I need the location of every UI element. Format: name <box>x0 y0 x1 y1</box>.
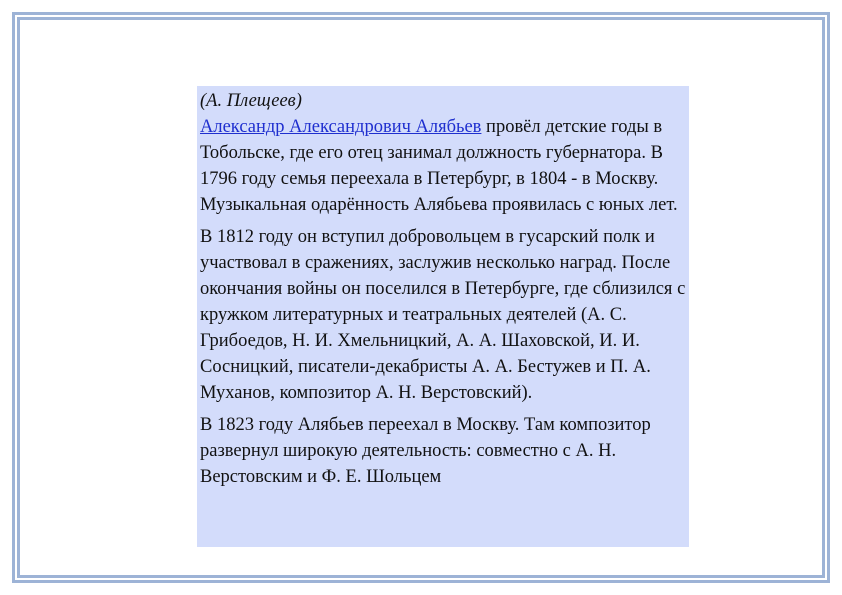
paragraph-3: В 1823 году Алябьев переехал в Москву. Там композитор развернул широкую деятельность: совместно с А. Н. Верстовским и Ф. Е. Шольцем <box>200 415 651 487</box>
text-block <box>197 86 689 547</box>
paragraph-1 <box>200 114 687 218</box>
author-line: (А. Плещеев) <box>200 91 302 111</box>
composer-link[interactable]: Александр Александрович Алябьев <box>200 117 482 137</box>
paragraph-2: В 1812 году он вступил добровольцем в гусарский полк и участвовал в сражениях, заслужив несколько наград. После окончания войны он поселился в Петербурге, где сблизился с кружком литературных и театральных деятелей (А. С. Грибоедов, Н. И. Хмельницкий, А. А. Шаховской, И. И. Сосницкий, писатели-декабристы А. А. Бестужев и П. А. Муханов, композитор А. Н. Верстовский). <box>200 227 686 403</box>
paragraph-1-text: провёл детские годы в Тобольске, где его отец занимал должность губернатора. В 1796 году семья переехала в Петербург, в 1804 - в Москву. Музыкальная одарённость Алябьева проявилась с юных лет. <box>200 117 678 215</box>
